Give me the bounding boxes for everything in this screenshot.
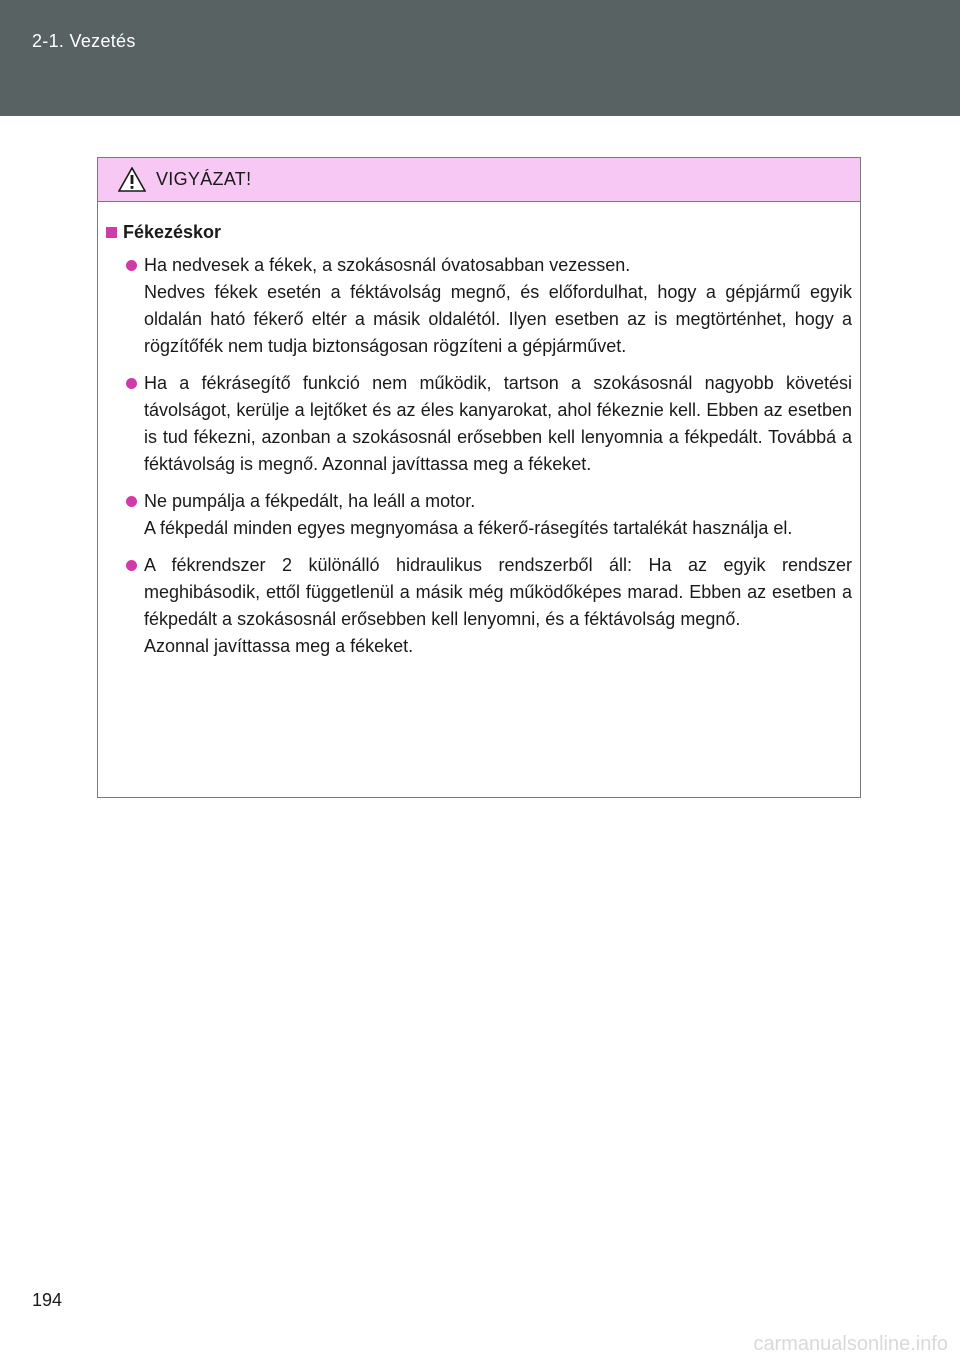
warning-triangle-icon — [118, 167, 146, 192]
list-item — [106, 370, 852, 478]
item-text: Ne pumpálja a fékpedált, ha leáll a motor. — [144, 491, 476, 511]
round-bullet-icon — [126, 260, 137, 271]
round-bullet-icon — [126, 496, 137, 507]
item-text: Ha nedvesek a fékek, a szokásosnál óvatosabban vezessen. — [144, 255, 631, 275]
round-bullet-icon — [126, 378, 137, 389]
square-bullet-icon — [106, 227, 117, 238]
item-text: A fékrendszer 2 különálló hidraulikus rendszerből áll: Ha az egyik rendszer meghibásodik, ettől függetlenül a másik még működőképes marad. Ebben az esetben a fékpedált a szokásosnál erősebben kell lenyomni, és a féktávolság megnő. — [144, 555, 852, 629]
item-text: Nedves fékek esetén a féktávolság megnő, és előfordulhat, hogy a gépjármű egyik oldalán ható fékerő eltér a másik oldalétól. Ilyen esetben az is megtörténhet, hogy a rögzítőfék nem tudja biztonságosan rögzíteni a gépjárművet. — [144, 282, 852, 356]
item-text: Azonnal javíttassa meg a fékeket. — [144, 636, 414, 656]
list-item — [106, 552, 852, 660]
round-bullet-icon — [126, 560, 137, 571]
watermark: carmanualsonline.info — [753, 1333, 948, 1355]
header-band — [0, 0, 960, 116]
caution-label: VIGYÁZAT! — [156, 169, 252, 189]
caution-box — [97, 157, 861, 798]
item-text: A fékpedál minden egyes megnyomása a fékerő-rásegítés tartalékát használja el. — [144, 518, 793, 538]
caution-body — [98, 202, 860, 660]
list-item — [106, 252, 852, 360]
caution-header — [98, 158, 860, 202]
item-text: Ha a fékrásegítő funkció nem működik, tartson a szokásosnál nagyobb követési távolságot, kerülje a lejtőket és az éles kanyarokat, ahol fékeznie kell. Ebben az esetben is tud fékezni, azonban a szokásosnál erősebben kell lenyomnia a fékpedált. Továbbá a féktávolság is megnő. Azonnal javíttassa meg a fékeket. — [144, 373, 852, 474]
list-item — [106, 488, 852, 542]
section-title: 2-1. Vezetés — [32, 31, 136, 51]
subheading — [106, 218, 852, 246]
subheading-text: Fékezéskor — [123, 221, 222, 242]
page-number: 194 — [32, 1290, 63, 1310]
